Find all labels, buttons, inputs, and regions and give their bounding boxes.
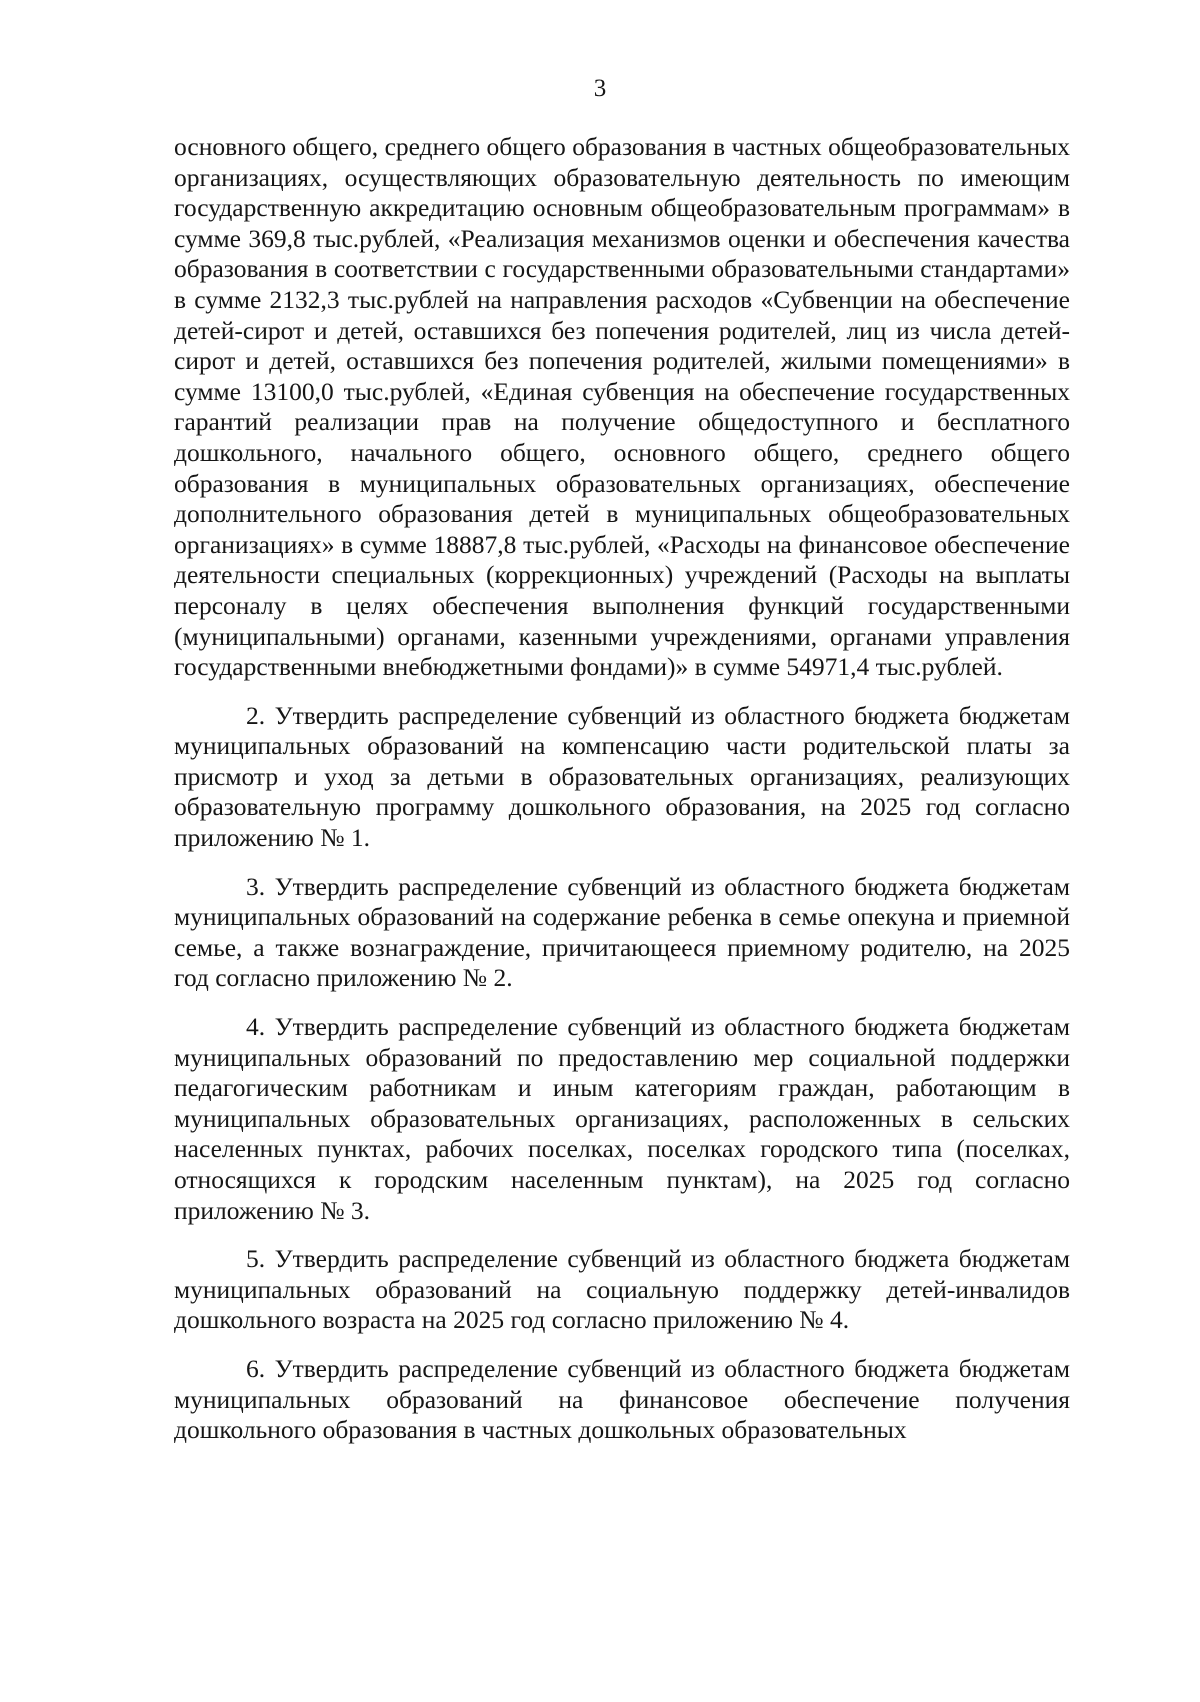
paragraph-item-4: 4. Утвердить распределение субвенций из областного бюджета бюджетам муниципальных образований по предоставлению мер социальной поддержки педагогическим работникам и иным категориям граждан, работающим в муниципальных образовательных организациях, расположенных в сельских населенных пунктах, рабочих поселках, поселках городского типа (поселках, относящихся к городским населенным пунктам), на 2025 год согласно приложению № 3.	[174, 1012, 1070, 1225]
paragraph-item-6: 6. Утвердить распределение субвенций из областного бюджета бюджетам муниципальных образований на финансовое обеспечение получения дошкольного образования в частных дошкольных образовательных	[174, 1353, 1070, 1445]
paragraph-item-3: 3. Утвердить распределение субвенций из областного бюджета бюджетам муниципальных образований на содержание ребенка в семье опекуна и приемной семье, а также вознаграждение, причитающееся приемному родителю, на 2025 год согласно приложению № 2.	[174, 871, 1070, 993]
paragraph-item-2: 2. Утвердить распределение субвенций из областного бюджета бюджетам муниципальных образований на компенсацию части родительской платы за присмотр и уход за детьми в образовательных организациях, реализующих образовательную программу дошкольного образования, на 2025 год согласно приложению № 1.	[174, 700, 1070, 853]
document-body	[174, 132, 1070, 1446]
paragraph-continuation: основного общего, среднего общего образования в частных общеобразовательных организациях, осуществляющих образовательную деятельность по имеющим государственную аккредитацию основным общеобразовательным программам» в сумме 369,8 тыс.рублей, «Реализация механизмов оценки и обеспечения качества образования в соответствии с государственными образовательными стандартами» в сумме 2132,3 тыс.рублей на направления расходов «Субвенции на обеспечение детей-сирот и детей, оставшихся без попечения родителей, лиц из числа детей-сирот и детей, оставшихся без попечения родителей, жилыми помещениями» в сумме 13100,0 тыс.рублей, «Единая субвенция на обеспечение государственных гарантий реализации прав на получение общедоступного и бесплатного дошкольного, начального общего, основного общего, среднего общего образования в муниципальных образовательных организациях, обеспечение дополнительного образования детей в муниципальных общеобразовательных организациях» в сумме 18887,8 тыс.рублей, «Расходы на финансовое обеспечение деятельности специальных (коррекционных) учреждений (Расходы на выплаты персоналу в целях обеспечения выполнения функций государственными (муниципальными) органами, казенными учреждениями, органами управления государственными внебюджетными фондами)» в сумме 54971,4 тыс.рублей.	[174, 132, 1070, 682]
paragraph-item-5: 5. Утвердить распределение субвенций из областного бюджета бюджетам муниципальных образований на социальную поддержку детей-инвалидов дошкольного возраста на 2025 год согласно приложению № 4.	[174, 1244, 1070, 1335]
page-number: 3	[593, 75, 607, 102]
